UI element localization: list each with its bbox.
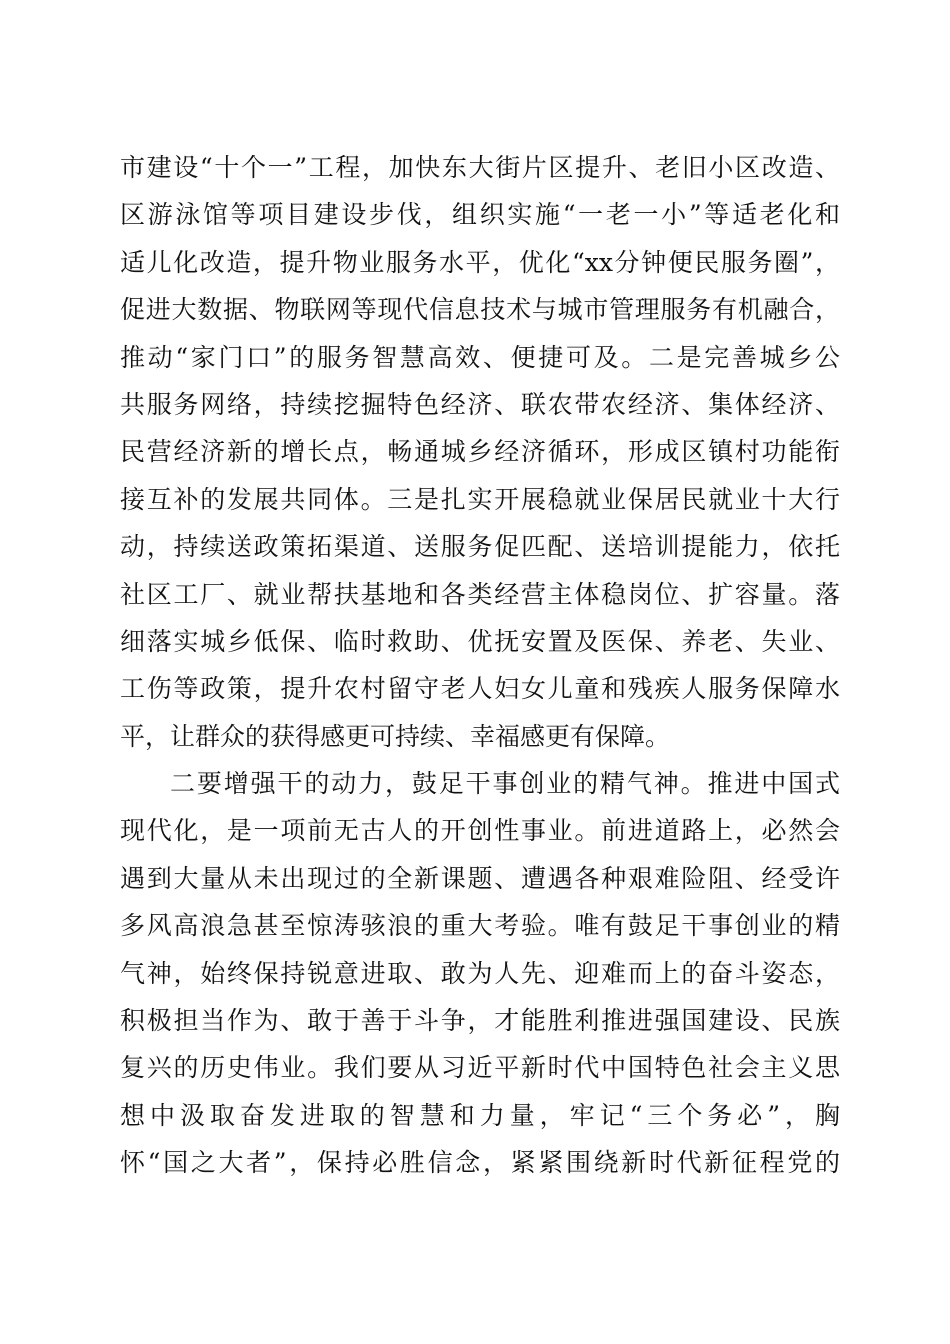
- text-line: 气神，始终保持锐意进取、敢为人先、迎难而上的奋斗姿态，: [120, 958, 840, 988]
- text-line-paragraph-end: 平，让群众的获得感更可持续、幸福感更有保障。: [120, 721, 671, 751]
- text-line: 适儿化改造，提升物业服务水平，优化“xx分钟便民服务圈”，: [120, 247, 840, 277]
- text-line: 社区工厂、就业帮扶基地和各类经营主体稳岗位、扩容量。落: [120, 579, 840, 609]
- text-line: 遇到大量从未出现过的全新课题、遭遇各种艰难险阻、经受许: [120, 863, 840, 893]
- text-line: 复兴的历史伟业。我们要从习近平新时代中国特色社会主义思: [120, 1053, 840, 1083]
- text-line: 积极担当作为、敢于善于斗争，才能胜利推进强国建设、民族: [120, 1006, 840, 1036]
- text-line: 细落实城乡低保、临时救助、优抚安置及医保、养老、失业、: [120, 626, 840, 656]
- text-line: 市建设“十个一”工程，加快东大街片区提升、老旧小区改造、: [120, 153, 840, 182]
- text-line-paragraph-start: 二要增强干的动力，鼓足干事创业的精气神。推进中国式: [170, 769, 840, 799]
- text-line: 共服务网络，持续挖掘特色经济、联农带农经济、集体经济、: [120, 389, 840, 419]
- text-line: 动，持续送政策拓渠道、送服务促匹配、送培训提能力，依托: [120, 532, 840, 562]
- text-line: 多风高浪急甚至惊涛骇浪的重大考验。唯有鼓足干事创业的精: [120, 911, 840, 941]
- text-line: 接互补的发展共同体。三是扎实开展稳就业保居民就业十大行: [120, 484, 840, 514]
- body-text: [120, 144, 840, 1187]
- text-line: 民营经济新的增长点，畅通城乡经济循环，形成区镇村功能衔: [120, 437, 840, 467]
- text-line: 现代化，是一项前无古人的开创性事业。前进道路上，必然会: [120, 816, 840, 846]
- text-line: 推动“家门口”的服务智慧高效、便捷可及。二是完善城乡公: [120, 342, 840, 372]
- text-line: 工伤等政策，提升农村留守老人妇女儿童和残疾人服务保障水: [120, 674, 840, 704]
- text-line: 促进大数据、物联网等现代信息技术与城市管理服务有机融合，: [120, 295, 840, 325]
- text-line: 区游泳馆等项目建设步伐，组织实施“一老一小”等适老化和: [120, 200, 840, 230]
- text-line: 想中汲取奋发进取的智慧和力量，牢记“三个务必”，胸: [120, 1100, 840, 1130]
- text-line: 怀“国之大者”，保持必胜信念，紧紧围绕新时代新征程党的: [120, 1148, 840, 1178]
